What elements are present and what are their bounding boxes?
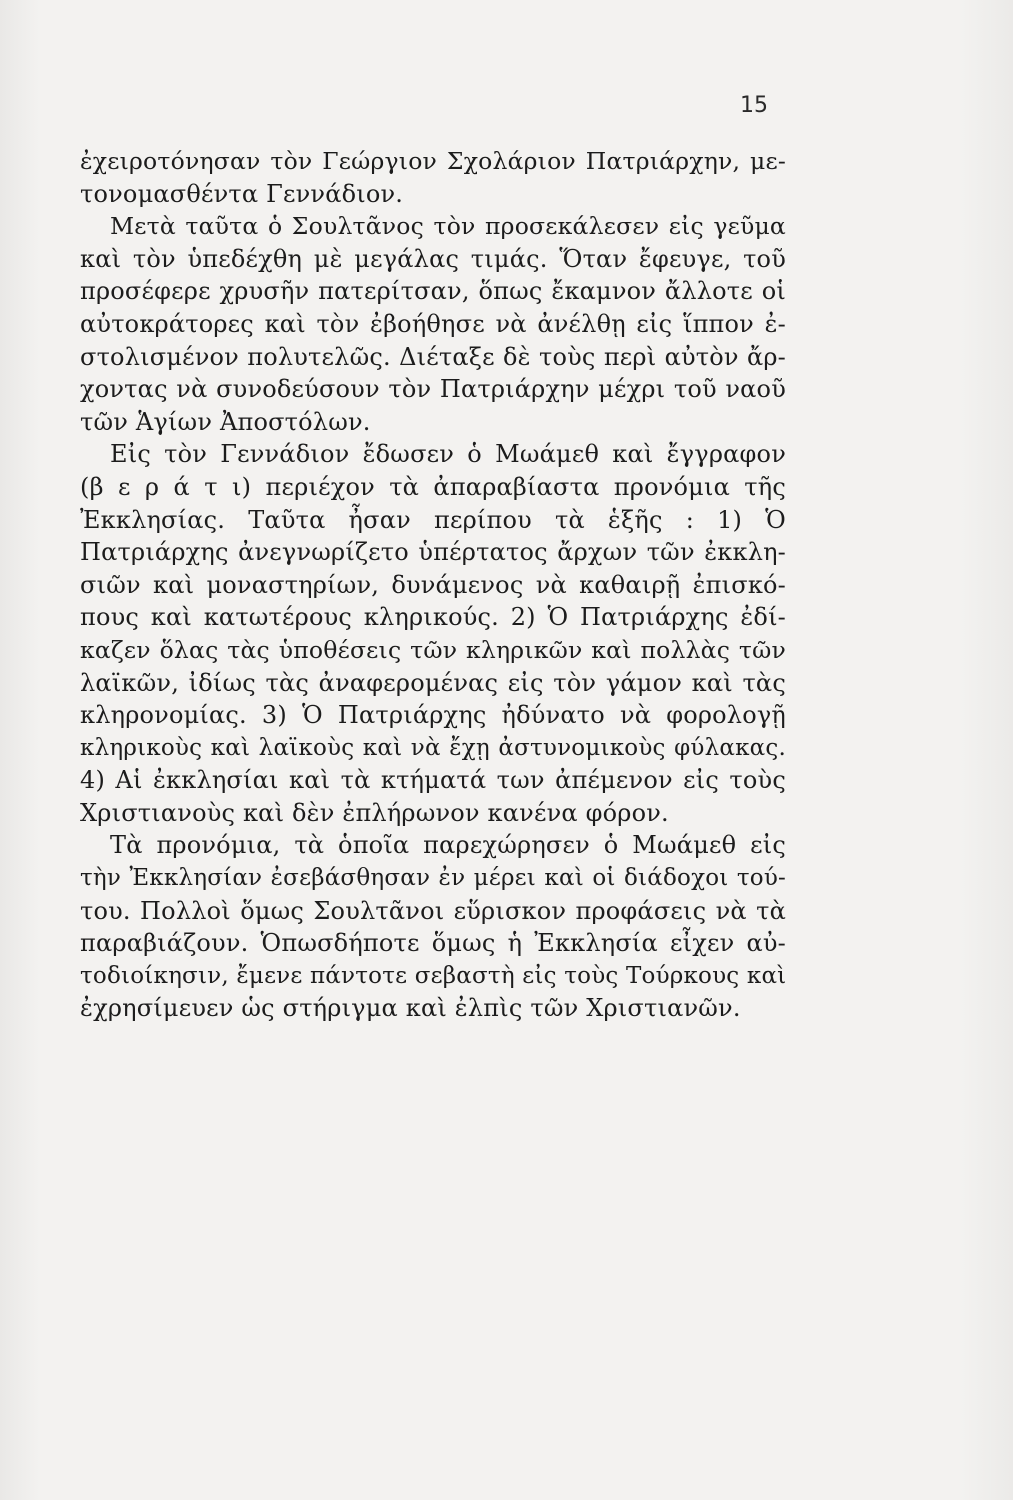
page-number: 15 <box>740 93 768 118</box>
text-line: πους καὶ κατωτέρους κληρικούς. 2) Ὁ Πατριάρχης ἐδί- <box>80 603 786 632</box>
text-line: ἐχειροτόνησαν τὸν Γεώργιον Σχολάριον Πατριάρχην, με- <box>80 147 786 175</box>
text-line: αὐτοκράτορες καὶ τὸν ἐβοήθησε νὰ ἀνέλθῃ εἰς ἵππον ἐ- <box>80 309 786 338</box>
paragraph-start-line: Εἰς τὸν Γεννάδιον ἔδωσεν ὁ Μωάμεθ καὶ ἔγγραφον <box>110 440 786 469</box>
paragraph-start-line: Μετὰ ταῦτα ὁ Σουλτᾶνος τὸν προσεκάλεσεν εἰς γεῦμα <box>110 212 786 241</box>
text-line: προσέφερε χρυσῆν πατερίτσαν, ὅπως ἔκαμνον ἄλλοτε οἱ <box>80 277 786 306</box>
text-line: 4) Αἱ ἐκκλησίαι καὶ τὰ κτήματά των ἀπέμενον εἰς τοὺς <box>80 766 786 795</box>
text-line: λαϊκῶν, ἰδίως τὰς ἀναφερομένας εἰς τὸν γάμον καὶ τὰς <box>80 668 786 697</box>
text-line: καὶ τὸν ὑπεδέχθη μὲ μεγάλας τιμάς. Ὅταν ἔφευγε, τοῦ <box>80 244 786 273</box>
text-line: τονομασθέντα Γεννάδιον. <box>80 179 404 208</box>
text-line: του. Πολλοὶ ὅμως Σουλτᾶνοι εὕρισκον προφάσεις νὰ τὰ <box>80 896 786 925</box>
paragraph-start-line: Τὰ προνόμια, τὰ ὁποῖα παρεχώρησεν ὁ Μωάμεθ εἰς <box>110 831 786 860</box>
text-line: ἐχρησίμευεν ὡς στήριγμα καὶ ἐλπὶς τῶν Χριστιανῶν. <box>80 994 741 1023</box>
text-line: Πατριάρχης ἀνεγνωρίζετο ὑπέρτατος ἄρχων τῶν ἐκκλη- <box>80 538 786 567</box>
text-line: κληρονομίας. 3) Ὁ Πατριάρχης ἠδύνατο νὰ φορολογῇ <box>80 701 786 730</box>
text-line: τῶν Ἁγίων Ἀποστόλων. <box>80 407 371 436</box>
text-line: (β ε ρ ά τ ι) περιέχον τὰ ἀπαραβίαστα προνόμια τῆς <box>80 472 786 501</box>
text-line: παραβιάζουν. Ὁπωσδήποτε ὅμως ἡ Ἐκκλησία εἶχεν αὐ- <box>80 929 786 958</box>
text-line: Χριστιανοὺς καὶ δὲν ἐπλήρωνον κανένα φόρον. <box>80 798 669 827</box>
text-line: τοδιοίκησιν, ἔμενε πάντοτε σεβαστὴ εἰς τοὺς Τούρκους καὶ <box>80 962 787 989</box>
text-line: κληρικοὺς καὶ λαϊκοὺς καὶ νὰ ἔχῃ ἀστυνομικοὺς φύλακας. <box>80 734 786 761</box>
body-text <box>80 145 786 1025</box>
text-line: χοντας νὰ συνοδεύσουν τὸν Πατριάρχην μέχρι τοῦ ναοῦ <box>80 375 786 404</box>
text-line: Ἐκκλησίας. Ταῦτα ἦσαν περίπου τὰ ἑξῆς : 1) Ὁ <box>80 505 786 534</box>
text-line: σιῶν καὶ μοναστηρίων, δυνάμενος νὰ καθαιρῇ ἐπισκό- <box>80 570 786 599</box>
text-line: καζεν ὅλας τὰς ὑποθέσεις τῶν κληρικῶν καὶ πολλὰς τῶν <box>80 635 786 664</box>
text-line: στολισμένον πολυτελῶς. Διέταξε δὲ τοὺς περὶ αὐτὸν ἄρ- <box>80 342 786 371</box>
text-line: τὴν Ἐκκλησίαν ἐσεβάσθησαν ἐν μέρει καὶ οἱ διάδοχοι τού- <box>80 865 786 892</box>
